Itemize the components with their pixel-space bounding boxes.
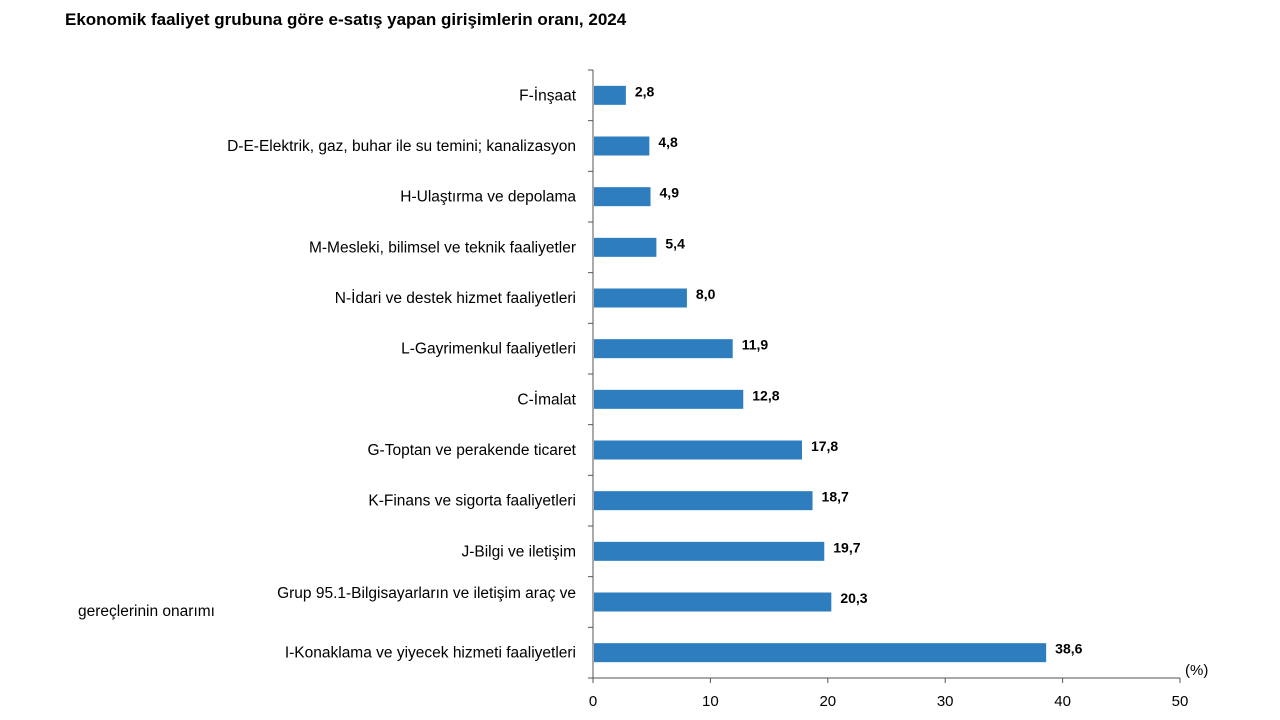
bar: [594, 339, 733, 358]
bar: [594, 289, 687, 308]
data-label: 11,9: [741, 336, 769, 353]
bar: [594, 390, 743, 409]
bar: [594, 187, 651, 206]
category-label: L-Gayrimenkul faaliyetleri: [401, 340, 576, 358]
bar: [594, 491, 813, 510]
category-label: G-Toptan ve perakende ticaret: [367, 442, 576, 459]
data-label: 2,8: [634, 83, 655, 100]
category-label: C-İmalat: [517, 391, 576, 409]
x-unit-label: (%): [1185, 662, 1209, 679]
category-label: N-İdari ve destek hizmet faaliyetleri: [334, 290, 576, 307]
x-tick-label: 10: [702, 693, 719, 710]
category-label: Grup 95.1-Bilgisayarların ve iletişim araç ve gereçlerinin onarımı: [78, 585, 576, 620]
data-label: 4,9: [659, 184, 679, 201]
bar: [594, 238, 656, 257]
category-label: M-Mesleki, bilimsel ve teknik faaliyetler: [308, 239, 576, 257]
data-label: 12,8: [752, 387, 780, 404]
data-label: 19,7: [833, 539, 861, 556]
bar: [594, 643, 1046, 662]
x-tick-label: 30: [936, 693, 954, 710]
data-label: 17,8: [810, 438, 839, 454]
data-label: 4,8: [658, 134, 678, 150]
x-tick-label: 20: [819, 693, 837, 710]
chart-title: Ekonomik faaliyet grubuna göre e-satış yapan girişimlerin oranı, 2024: [65, 10, 627, 29]
x-tick-label: 50: [1171, 693, 1189, 710]
category-label: I-Konaklama ve yiyecek hizmeti faaliyetleri: [284, 644, 576, 662]
data-label: 20,3: [840, 590, 868, 606]
category-label: D-E-Elektrik, gaz, buhar ile su temini; kanalizasyon: [227, 138, 576, 155]
data-label: 18,7: [821, 488, 849, 505]
bar: [594, 86, 626, 105]
bar: [594, 593, 831, 612]
bar: [594, 137, 649, 156]
category-label: J-Bilgi ve iletişim: [461, 543, 576, 561]
category-label: K-Finans ve sigorta faaliyetleri: [368, 492, 576, 510]
bar: [594, 542, 824, 561]
data-label: 38,6: [1055, 640, 1083, 657]
category-label: H-Ulaştırma ve depolama: [400, 188, 576, 206]
x-tick-label: 0: [588, 693, 598, 710]
data-label: 5,4: [665, 235, 685, 252]
data-label: 8,0: [695, 286, 716, 302]
category-label: F-İnşaat: [519, 87, 576, 105]
bar: [594, 441, 802, 460]
x-tick-label: 40: [1054, 693, 1071, 710]
